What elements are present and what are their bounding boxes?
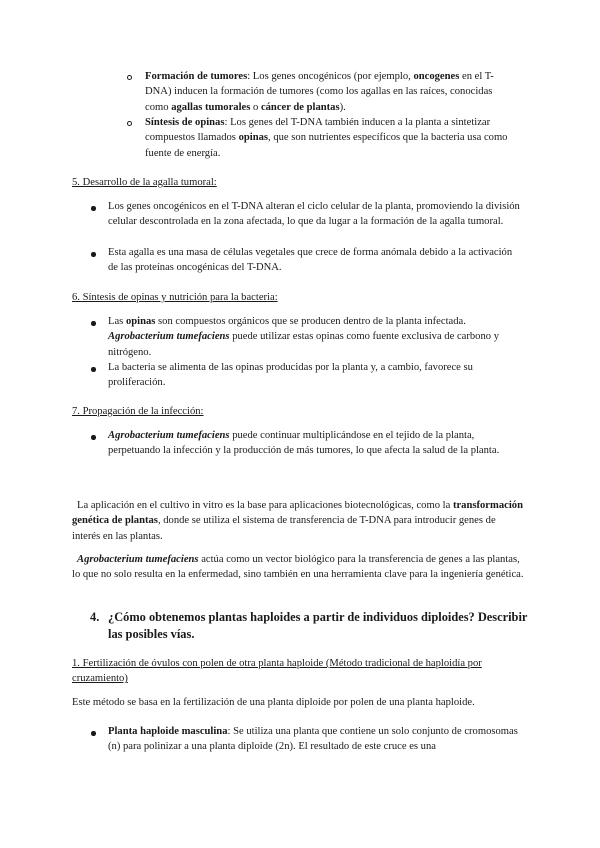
hollow-bullet-icon bbox=[127, 121, 132, 126]
bold-term: Formación de tumores bbox=[145, 71, 248, 82]
text-run: : Los genes oncogénicos (por ejemplo, bbox=[247, 71, 414, 82]
text-run: ). bbox=[339, 101, 346, 113]
text-run: puede continuar multiplicándose en el tejido de la planta, perpetuando la infección y la producción de más tumores, lo que afecta la salud de la planta. bbox=[108, 430, 500, 457]
text-run: : Los genes del T-DNA también inducen a la planta a sintetizar compuestos llamados bbox=[145, 117, 491, 144]
section-5-title: 5. Desarrollo de la agalla tumoral: bbox=[72, 177, 217, 188]
bold-term: oncogenes bbox=[413, 71, 460, 82]
bullet-icon bbox=[91, 435, 96, 440]
question-heading: ¿Cómo obtenemos plantas haploides a partir de individuos diploides? Describir las posibles vías. bbox=[108, 610, 528, 641]
species-name: Agrobacterium tumefaciens bbox=[77, 554, 199, 565]
text-run: son compuestos orgánicos que se producen dentro de la planta infectada. bbox=[155, 316, 466, 327]
section-6-title: 6. Síntesis de opinas y nutrición para la bacteria: bbox=[72, 292, 278, 303]
text-run: : Se utiliza una planta que contiene un solo conjunto de cromosomas (n) para polinizar a una planta diploide (2n). El resultado de este cruce es una bbox=[108, 726, 518, 753]
section-7-bullet-1 bbox=[108, 428, 528, 459]
text-run: actúa como un vector biológico para la transferencia de genes a las plantas, lo que no solo resulta en la enfermedad, sino también en una herramienta clave para la ingeniería genética. bbox=[72, 554, 524, 581]
section-6-bullet-1 bbox=[108, 314, 528, 360]
text-run: puede utilizar estas opinas como fuente exclusiva de carbono y nitrógeno. bbox=[108, 331, 500, 358]
bold-term: opinas bbox=[125, 316, 156, 327]
section-1-intro: Este método se basa en la fertilización de una planta diploide por polen de una planta haploide. bbox=[72, 697, 475, 708]
species-name: Agrobacterium tumefaciens bbox=[108, 331, 230, 343]
text-run: Las bbox=[108, 316, 126, 327]
paragraph-biotech-application bbox=[72, 498, 524, 544]
sub-bullet-tumor-formation bbox=[145, 69, 505, 115]
hollow-bullet-icon bbox=[127, 75, 132, 80]
section-5-bullet-1: Los genes oncogénicos en el T-DNA alteran el ciclo celular de la planta, promoviendo la división celular descontrolada en la zona afectada, lo que da lugar a la formación de la agalla tumoral. bbox=[108, 201, 520, 228]
bold-term: opinas bbox=[238, 132, 269, 144]
section-7-title: 7. Propagación de la infección: bbox=[72, 406, 204, 417]
bold-term: Planta haploide masculina bbox=[108, 726, 228, 737]
text-run: , donde se utiliza el sistema de transferencia de T-DNA para introducir genes de interés en las plantas. bbox=[72, 515, 496, 542]
text-run: en el T-DNA) inducen la formación de tumores (como los agallas en las raíces, conocidas como bbox=[145, 71, 494, 113]
bullet-icon bbox=[91, 252, 96, 257]
species-name: Agrobacterium tumefaciens bbox=[108, 430, 230, 441]
text-run: o bbox=[250, 101, 261, 113]
bullet-icon bbox=[91, 206, 96, 211]
sub-bullet-opine-synthesis bbox=[145, 115, 533, 161]
bullet-icon bbox=[91, 367, 96, 372]
bold-term: cáncer de plantas bbox=[260, 101, 340, 113]
section-1-bullet-1 bbox=[108, 724, 520, 755]
bullet-icon bbox=[91, 731, 96, 736]
section-5-bullet-2: Esta agalla es una masa de células vegetales que crece de forma anómala debido a la activación de las proteínas oncogénicas del T-DNA. bbox=[108, 247, 513, 274]
bullet-icon bbox=[91, 321, 96, 326]
paragraph-vector-role bbox=[72, 552, 524, 583]
bold-term: Síntesis de opinas bbox=[145, 117, 225, 128]
section-6-bullet-2: La bacteria se alimenta de las opinas producidas por la planta y, a cambio, favorece su proliferación. bbox=[108, 362, 473, 389]
section-1-title: 1. Fertilización de óvulos con polen de otra planta haploide (Método tradicional de haploidía por cruzamiento) bbox=[72, 658, 482, 685]
bold-term: agallas tumorales bbox=[171, 101, 251, 113]
text-run: , que son nutrientes específicos que la bacteria usa como fuente de energía. bbox=[145, 132, 508, 159]
question-number: 4. bbox=[90, 610, 100, 624]
text-run: La aplicación en el cultivo in vitro es la base para aplicaciones biotecnológicas, como la bbox=[77, 500, 453, 511]
bold-term: transformación genética de plantas bbox=[72, 500, 523, 527]
